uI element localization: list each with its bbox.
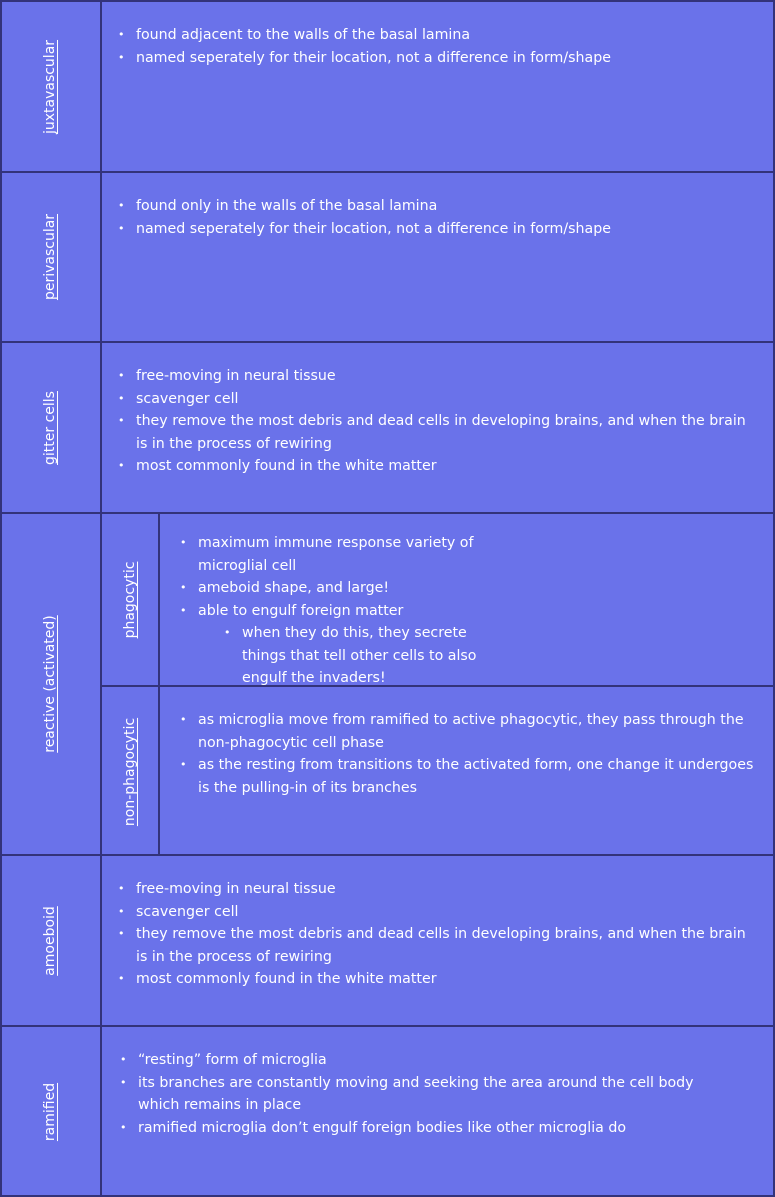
row-label-cell [0,856,102,1025]
subrow-content-cell [160,514,775,685]
row-label: ramified [42,1082,58,1142]
row-label-cell [0,2,102,171]
list-item: • scavenger cell [118,388,761,411]
list-item: • named seperately for their location, not a difference in form/shape [118,47,761,70]
list-item-text: able to engulf foreign matter [198,602,404,619]
list-item: • “resting” form of microglia [120,1049,720,1072]
subrow-phagocytic [102,514,775,685]
bullet-list [118,365,761,478]
table-row-juxtavascular [0,0,775,171]
row-label-cell [0,1027,102,1197]
row-label-cell [0,343,102,512]
list-item [180,600,480,690]
table-row-gitter-cells [0,341,775,512]
row-label-cell [0,514,102,854]
row-content-cell [102,856,775,1025]
list-item: • scavenger cell [118,901,761,924]
row-content-cell [102,1027,775,1197]
row-label: reactive (activated) [42,615,58,753]
bullet-list [120,1049,720,1139]
bullet-list [180,709,761,799]
list-item: • its branches are constantly moving and seeking the area around the cell body which remains in place [120,1072,720,1117]
row-content-cell [102,173,775,341]
table-row-amoeboid [0,854,775,1025]
row-label: amoeboid [42,905,58,976]
list-item: • as the resting from transitions to the activated form, one change it undergoes is the pulling-in of its branches [180,754,761,799]
list-item: • ameboid shape, and large! [180,577,480,600]
subrow-label-cell [102,687,160,856]
list-item: • found adjacent to the walls of the basal lamina [118,24,761,47]
row-label: juxtavascular [42,39,58,134]
row-label: gitter cells [42,390,58,465]
subrow-non-phagocytic [102,685,775,856]
list-item: • free-moving in neural tissue [118,878,761,901]
list-item: • found only in the walls of the basal lamina [118,195,761,218]
list-item: • most commonly found in the white matter [118,455,761,478]
row-label-cell [0,173,102,341]
list-item: • ramified microglia don’t engulf foreign bodies like other microglia do [120,1117,720,1140]
subrow-content-cell [160,687,775,856]
list-item: • free-moving in neural tissue [118,365,761,388]
bullet-list [180,532,480,690]
sub-list-item: • when they do this, they secrete things that tell other cells to also engulf the invaders! [224,622,480,690]
list-item: • most commonly found in the white matter [118,968,761,991]
list-item: • maximum immune response variety of microglial cell [180,532,480,577]
table-row-reactive [0,512,775,854]
bullet-list [118,878,761,991]
sub-bullet-list [198,622,480,690]
bullet-list [118,195,761,240]
list-item: • named seperately for their location, not a difference in form/shape [118,218,761,241]
bullet-list [118,24,761,69]
table-border-left [0,0,2,1197]
row-content-cell [102,2,775,171]
subrow-label: phagocytic [122,561,138,638]
list-item: • they remove the most debris and dead cells in developing brains, and when the brain is in the process of rewiring [118,410,761,455]
subrow-label: non-phagocytic [122,717,138,826]
subrow-label-cell [102,514,160,685]
table-row-ramified [0,1025,775,1197]
list-item: • they remove the most debris and dead cells in developing brains, and when the brain is in the process of rewiring [118,923,761,968]
list-item: • as microglia move from ramified to active phagocytic, they pass through the non-phagocytic cell phase [180,709,761,754]
table-row-perivascular [0,171,775,341]
row-content-cell [102,343,775,512]
row-label: perivascular [42,213,58,301]
